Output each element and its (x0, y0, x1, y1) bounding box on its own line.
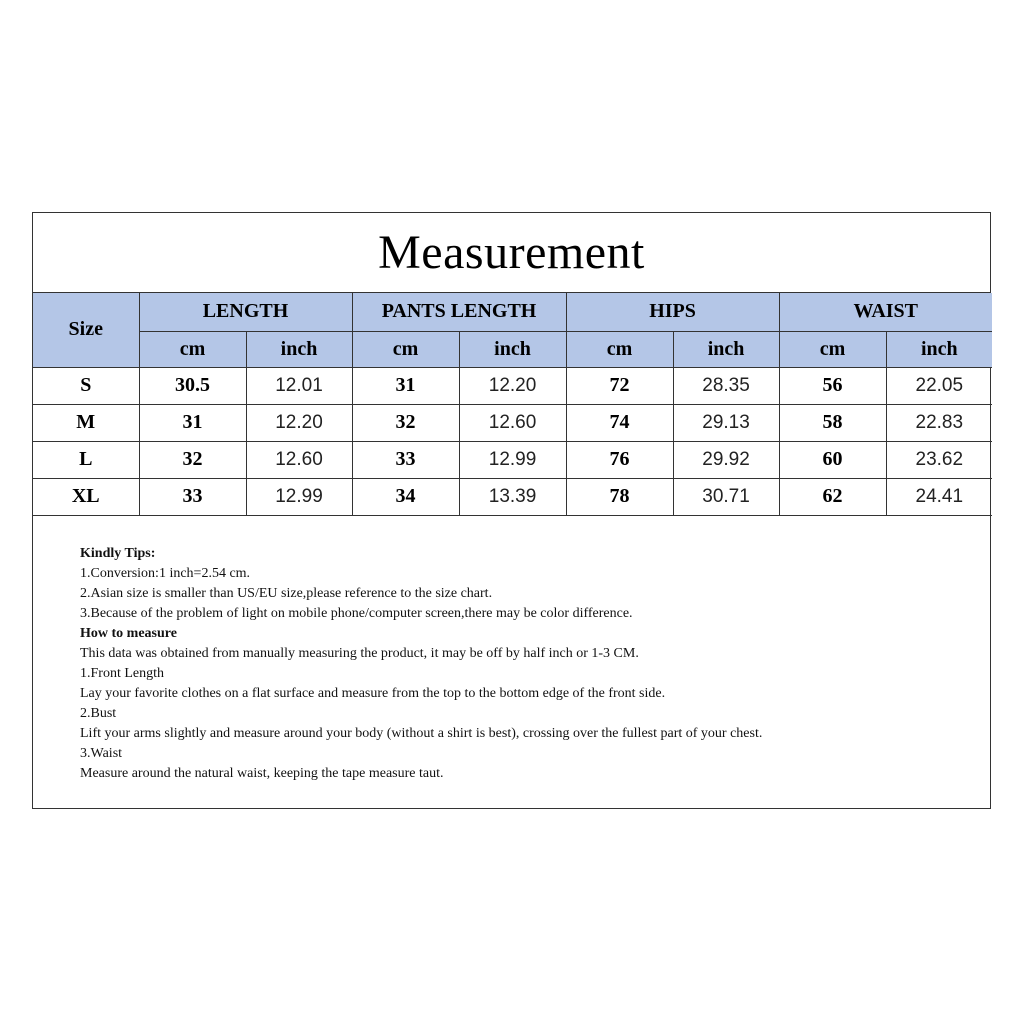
table-row (33, 478, 992, 515)
cm-value-cell: 76 (566, 441, 673, 478)
cm-value-cell: 60 (779, 441, 886, 478)
page-title: Measurement (33, 213, 990, 293)
unit-header-row (33, 331, 992, 367)
inch-value-cell: 12.99 (459, 441, 566, 478)
inch-value-cell: 12.20 (246, 404, 352, 441)
how-line: Lift your arms slightly and measure around your body (without a shirt is best), crossing over the fullest part of your chest. (80, 725, 763, 741)
cm-value-cell: 56 (779, 367, 886, 404)
size-cell: XL (33, 478, 139, 515)
cm-value-cell: 78 (566, 478, 673, 515)
group-header-waist: WAIST (779, 293, 992, 331)
table-row (33, 367, 992, 404)
unit-header-cm: cm (566, 331, 673, 367)
inch-value-cell: 29.92 (673, 441, 779, 478)
inch-value-cell: 12.60 (246, 441, 352, 478)
inch-value-cell: 22.83 (886, 404, 992, 441)
unit-header-cm: cm (352, 331, 459, 367)
how-line: 3.Waist (80, 745, 123, 761)
cm-value-cell: 31 (139, 404, 246, 441)
cm-value-cell: 33 (352, 441, 459, 478)
cm-value-cell: 34 (352, 478, 459, 515)
unit-header-inch: inch (246, 331, 352, 367)
inch-value-cell: 30.71 (673, 478, 779, 515)
cm-value-cell: 32 (352, 404, 459, 441)
unit-header-inch: inch (459, 331, 566, 367)
inch-value-cell: 13.39 (459, 478, 566, 515)
cm-value-cell: 33 (139, 478, 246, 515)
inch-value-cell: 12.20 (459, 367, 566, 404)
group-header-hips: HIPS (566, 293, 779, 331)
tip-line: 2.Asian size is smaller than US/EU size,please reference to the size chart. (80, 585, 493, 601)
inch-value-cell: 23.62 (886, 441, 992, 478)
cm-value-cell: 74 (566, 404, 673, 441)
group-header-pants-length: PANTS LENGTH (352, 293, 566, 331)
tips-section (33, 516, 990, 784)
cm-value-cell: 72 (566, 367, 673, 404)
size-chart-card (32, 212, 991, 809)
table-header-row (33, 293, 992, 331)
cm-value-cell: 62 (779, 478, 886, 515)
inch-value-cell: 12.99 (246, 478, 352, 515)
how-line: 1.Front Length (80, 665, 164, 681)
unit-header-inch: inch (886, 331, 992, 367)
size-header: Size (33, 293, 139, 367)
cm-value-cell: 32 (139, 441, 246, 478)
how-line: Measure around the natural waist, keeping the tape measure taut. (80, 765, 444, 781)
how-line: 2.Bust (80, 705, 117, 721)
inch-value-cell: 12.01 (246, 367, 352, 404)
cm-value-cell: 30.5 (139, 367, 246, 404)
size-cell: L (33, 441, 139, 478)
inch-value-cell: 12.60 (459, 404, 566, 441)
kindly-tips-title: Kindly Tips: (80, 545, 156, 561)
inch-value-cell: 24.41 (886, 478, 992, 515)
inch-value-cell: 28.35 (673, 367, 779, 404)
unit-header-cm: cm (779, 331, 886, 367)
tip-line: 1.Conversion:1 inch=2.54 cm. (80, 565, 251, 581)
how-line: This data was obtained from manually measuring the product, it may be off by half inch or 1-3 CM. (80, 645, 639, 661)
size-cell: M (33, 404, 139, 441)
cm-value-cell: 31 (352, 367, 459, 404)
inch-value-cell: 22.05 (886, 367, 992, 404)
how-to-measure-title: How to measure (80, 625, 177, 641)
table-row (33, 441, 992, 478)
unit-header-cm: cm (139, 331, 246, 367)
unit-header-inch: inch (673, 331, 779, 367)
size-table (33, 293, 992, 516)
size-cell: S (33, 367, 139, 404)
table-row (33, 404, 992, 441)
cm-value-cell: 58 (779, 404, 886, 441)
inch-value-cell: 29.13 (673, 404, 779, 441)
how-line: Lay your favorite clothes on a flat surface and measure from the top to the bottom edge of the front side. (80, 685, 666, 701)
tip-line: 3.Because of the problem of light on mobile phone/computer screen,there may be color difference. (80, 605, 633, 621)
group-header-length: LENGTH (139, 293, 352, 331)
